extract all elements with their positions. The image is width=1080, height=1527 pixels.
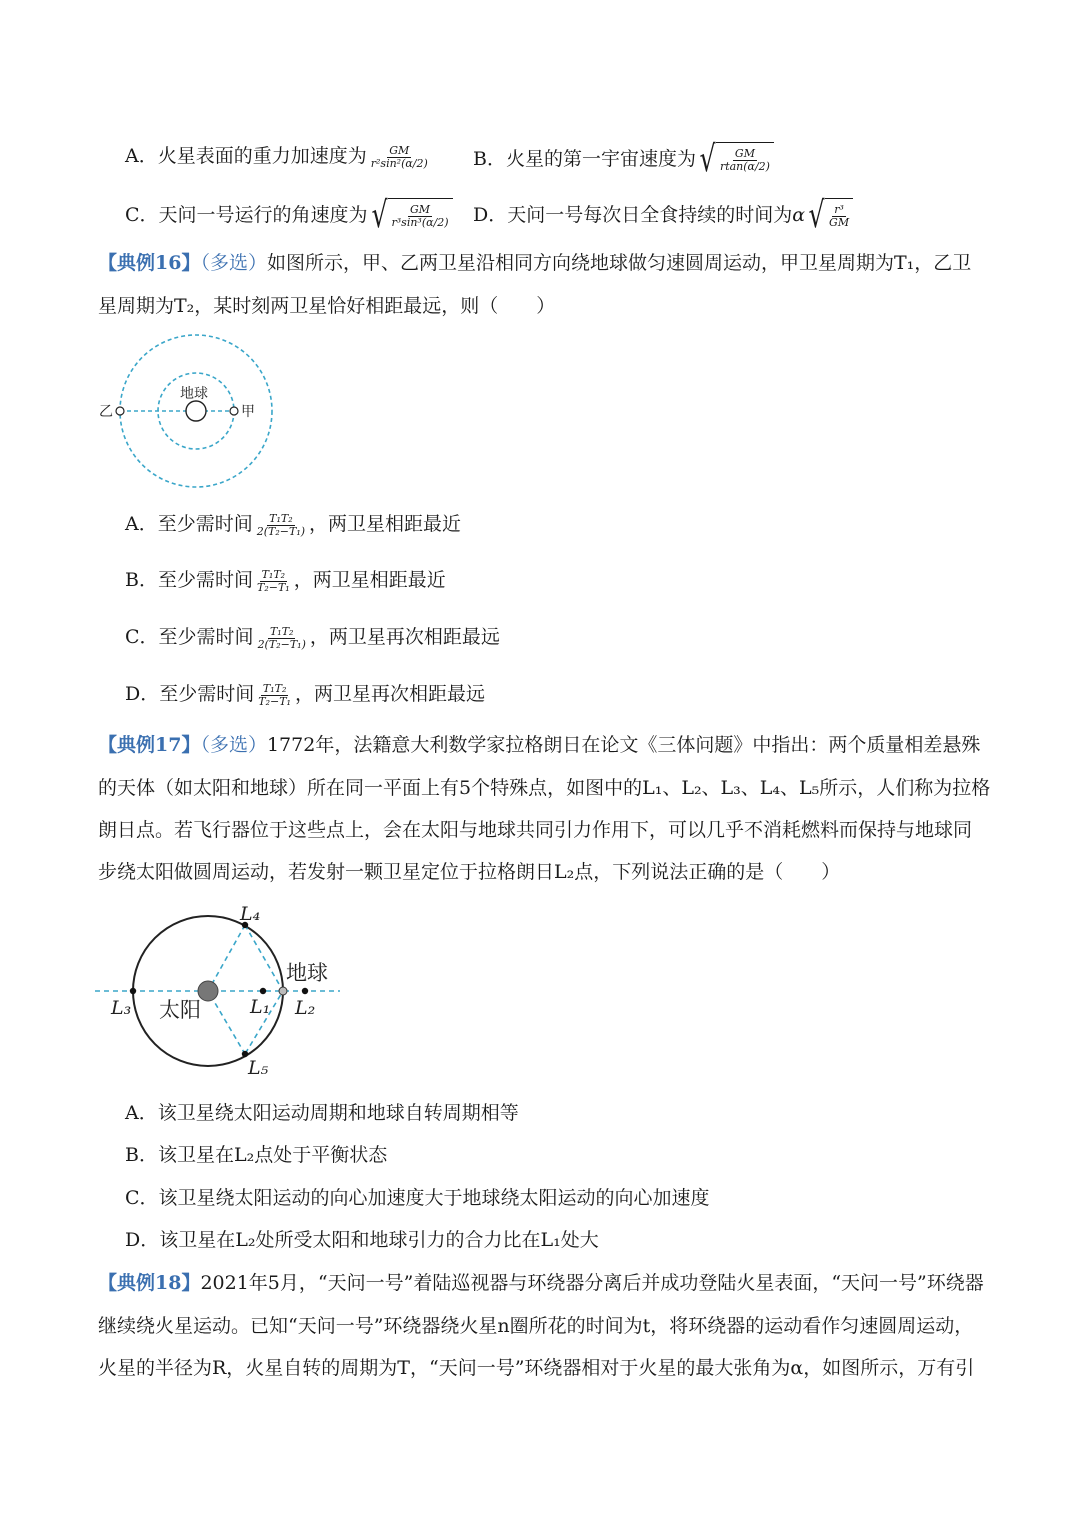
q16-stem-line2: 星周期为T₂，某时刻两卫星恰好相距最远，则（ ） [98, 295, 556, 317]
q18-stem-line1: 【典例18】2021年5月，“天问一号”着陆巡视器与环绕器分离后并成功登陆火星表面，“天问一号”环绕器 [98, 1272, 984, 1294]
sqrt: √ $\frac{\text{r³}}{GM}$ [805, 198, 853, 234]
q18-stem-line2: 继续绕火星运动。已知“天问一号”环绕器绕火星n圈所花的时间为t，将环绕器的运动看作匀速圆周运动， [98, 1315, 974, 1337]
alpha-symbol: α [792, 204, 806, 226]
point-l2 [302, 988, 308, 994]
sun-label: 太阳 [159, 998, 201, 1022]
fraction: $\frac{\text{T₁T₂}}{\text{2(T₂−T₁)}}$ [256, 511, 306, 538]
earth-label: 地球 [180, 386, 208, 402]
q17-stem-line2: 的天体（如太阳和地球）所在同一平面上有5个特殊点，如图中的L₁、L₂、L₃、L₄、L₅所示，人们称为拉格 [98, 777, 991, 799]
earth-label: 地球 [286, 961, 328, 985]
option-label: C． [125, 204, 159, 226]
q15-option-a[interactable] [125, 142, 432, 170]
q15-option-d[interactable] [473, 195, 853, 236]
option-text: 火星的第一宇宙速度为 [505, 148, 696, 170]
satellite-b-label: 乙 [99, 404, 113, 420]
option-label: B． [473, 148, 506, 170]
q16-stem-line1: 【典例16】（多选）如图所示，甲、乙两卫星沿相同方向绕地球做匀速圆周运动，甲卫星周期为T₁，乙卫 [98, 252, 972, 274]
q16-option-b[interactable]: B．至少需时间 $\frac{\text{T₁T₂}}{\text{T₂−T₁}}$ ，两卫星相距最近 [125, 567, 446, 594]
label-l5: L₅ [248, 1057, 269, 1079]
satellite-b [116, 407, 124, 415]
option-text: 天问一号每次日全食持续的时间为 [507, 204, 793, 226]
multi-select-tag: （多选） [200, 252, 267, 274]
q17-option-d[interactable]: D．该卫星在L₂处所受太阳和地球引力的合力比在L₁处大 [125, 1229, 599, 1251]
q17-option-a[interactable]: A．该卫星绕太阳运动周期和地球自转周期相等 [125, 1102, 519, 1124]
sqrt: √ $\frac{GM}{rtan(\alpha/2)}$ [696, 142, 774, 178]
question-tag: 【典例16】 [98, 252, 201, 274]
q17-lagrange-figure [95, 900, 355, 1085]
label-l4: L₄ [240, 903, 261, 925]
q17-stem-line4: 步绕太阳做圆周运动，若发射一颗卫星定位于拉格朗日L₂点，下列说法正确的是（ ） [98, 861, 841, 883]
fraction: $\frac{\text{T₁T₂}}{\text{T₂−T₁}}$ [258, 681, 291, 708]
q17-option-b[interactable]: B．该卫星在L₂点处于平衡状态 [125, 1144, 388, 1166]
label-l2: L₂ [295, 997, 316, 1019]
point-l1 [260, 988, 266, 994]
q17-option-c[interactable]: C．该卫星绕太阳运动的向心加速度大于地球绕太阳运动的向心加速度 [125, 1187, 710, 1209]
earth [279, 987, 287, 995]
option-text: 火星表面的重力加速度为 [157, 145, 367, 167]
fraction: $\frac{GM}{\text{r²sin²(α/2)}}$ [370, 143, 428, 170]
question-tag: 【典例17】 [98, 734, 201, 756]
multi-select-tag: （多选） [200, 734, 267, 756]
option-label: A． [125, 145, 158, 167]
satellite-a [230, 407, 238, 415]
earth-circle [186, 401, 206, 421]
q16-option-a[interactable]: A．至少需时间 $\frac{\text{T₁T₂}}{\text{2(T₂−T₁)}}$ ，两卫星相距最近 [125, 511, 462, 538]
sqrt: √ $\frac{GM}{\text{r³sin³(α/2)}}$ [368, 198, 453, 234]
satellite-a-label: 甲 [241, 404, 255, 420]
q16-option-d[interactable]: D．至少需时间 $\frac{\text{T₁T₂}}{\text{T₂−T₁}}$ ，两卫星再次相距最远 [125, 681, 485, 708]
fraction: $\frac{\text{T₁T₂}}{\text{2(T₂−T₁)}}$ [257, 624, 306, 651]
q15-option-c[interactable] [125, 195, 453, 236]
point-l3 [130, 988, 136, 994]
fraction: $\frac{\text{T₁T₂}}{\text{T₂−T₁}}$ [256, 567, 290, 594]
sun [198, 981, 218, 1001]
q17-stem-line1: 【典例17】（多选）1772年，法籍意大利数学家拉格朗日在论文《三体问题》中指出：两个质量相差悬殊 [98, 734, 981, 756]
label-l3: L₃ [111, 997, 132, 1019]
q17-stem-line3: 朗日点。若飞行器位于这些点上，会在太阳与地球共同引力作用下，可以几乎不消耗燃料而保持与地球同 [98, 819, 973, 841]
q15-option-b[interactable] [473, 139, 774, 180]
option-label: D． [473, 204, 508, 226]
question-tag: 【典例18】 [98, 1272, 201, 1294]
option-text: 天问一号运行的角速度为 [158, 204, 368, 226]
q16-orbit-figure [95, 332, 285, 492]
label-l1: L₁ [250, 996, 271, 1018]
q18-stem-line3: 火星的半径为R，火星自转的周期为T，“天问一号”环绕器相对于火星的最大张角为α，如图所示，万有引 [98, 1357, 975, 1379]
q16-option-c[interactable]: C．至少需时间 $\frac{\text{T₁T₂}}{\text{2(T₂−T₁)}}$ ，两卫星再次相距最远 [125, 624, 500, 651]
